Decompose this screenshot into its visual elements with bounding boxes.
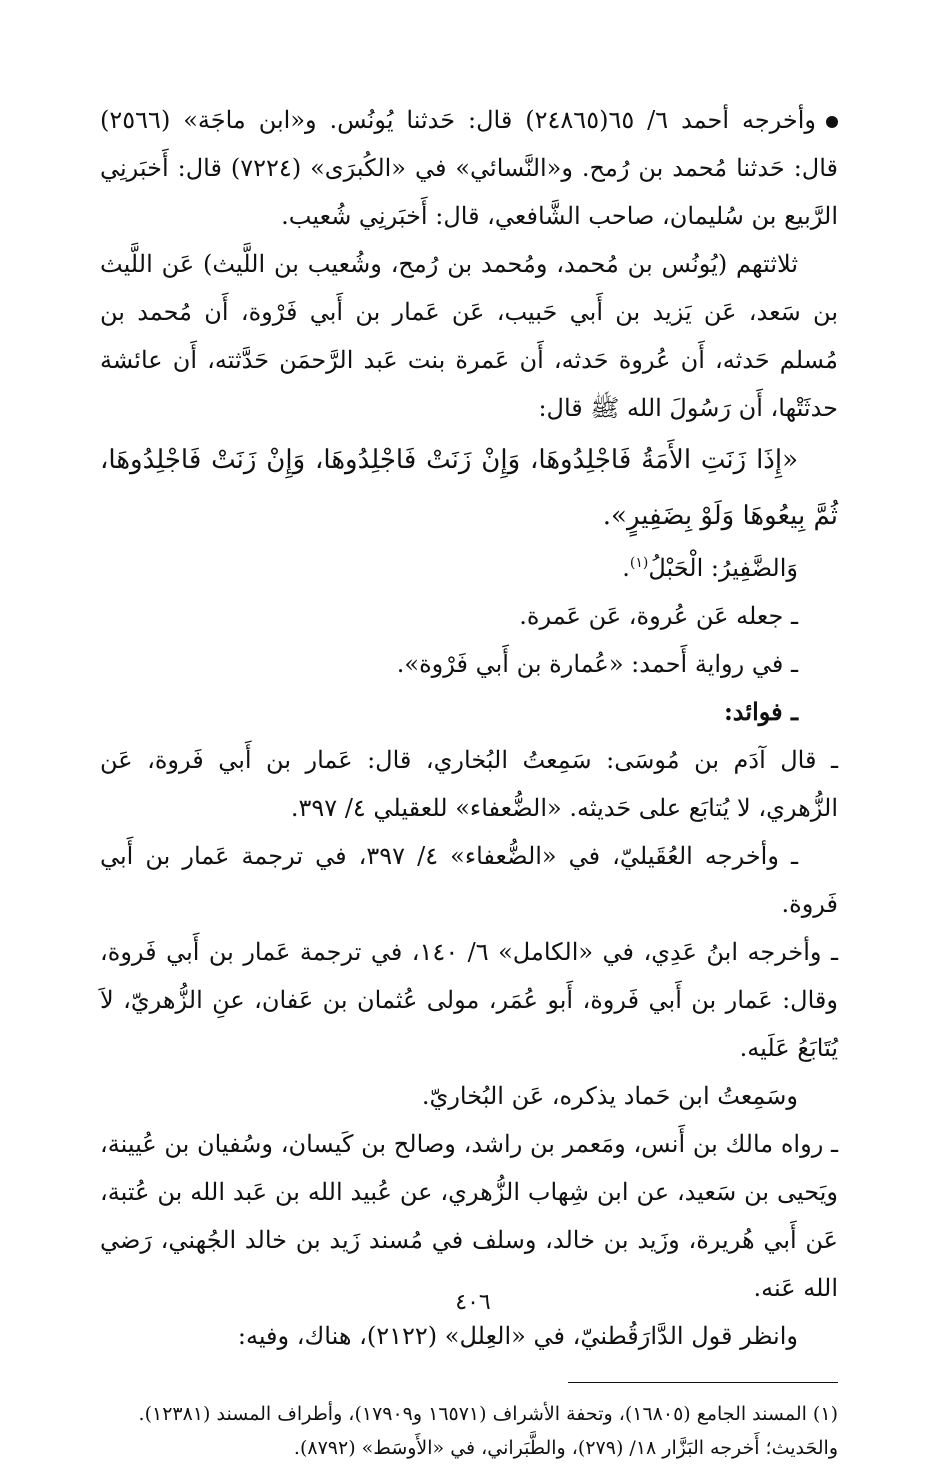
footnotes [100, 1397, 838, 1465]
footnote-line: (١) المسند الجامع (١٦٨٠٥)، وتحفة الأشراف (١٦٥٧١ و١٧٩٠٩)، وأطراف المسند (١٢٣٨١). [138, 1403, 838, 1425]
gloss-end: . [622, 554, 630, 582]
gloss-text: وَالضَّفِيرُ: الْحَبْلُ [648, 554, 798, 582]
fawaid-paragraph: وسَمِعتُ ابن حَماد يذكره، عَن البُخاريّ. [421, 1082, 798, 1110]
fawaid-paragraph: ـ قال آدَم بن مُوسَى: سَمِعتُ البُخاري، قال: عَمار بن أَبي فَروة، عَن الزُّهري، لا يُتابَع على حَديثه. «الضُّعفاء» للعقيلي ٤/ ٣٩٧. [100, 746, 838, 822]
fawaid-paragraph: وانظر قول الدَّارَقُطنيّ، في «العِلل» (٢١٢٢)، هناك، وفيه: [237, 1322, 798, 1350]
paragraph-takhrij [100, 96, 838, 240]
footnote-ref: (١) [629, 555, 649, 571]
fawaid-paragraph: ـ رواه مالك بن أَنس، ومَعمر بن راشد، وصالح بن كَيسان، وسُفيان بن عُيينة، ويَحيى بن سَعيد، عن ابن شِهاب الزُّهري، عن عُبيد الله بن عَبد الله بن عُتبة، عَن أَبي هُريرة، وزَيد بن خالد، وسلف في مُسند زَيد بن خالد الجُهني، رَضي الله عَنه. [100, 1130, 838, 1302]
fawaid-paragraph: ـ وأخرجه العُقَيليّ، في «الضُّعفاء» ٤/ ٣٩٧، في ترجمة عَمار بن أَبي فَروة. [100, 842, 838, 918]
paragraph-takhrij-text: وأخرجه أحمد ٦/ ٦٥(٢٤٨٦٥) قال: حَدثنا يُونُس. و«ابن ماجَة» (٢٥٦٦) قال: حَدثنا مُحمد بن رُمح. و«النَّسائي» في «الكُبرَى» (٧٢٢٤) قال: أَخبَرنِي الرَّبيع بن سُليمان، صاحب الشَّافعي، قال: أَخبَرنِي شُعيب. [100, 106, 839, 230]
note-line: ـ جعله عَن عُروة، عَن عَمرة. [519, 602, 798, 630]
footnote-line: والحَديث؛ أَخرجه البَزَّار ١٨/ (٢٧٩)، والطَّبَراني، في «الأَوسَط» (٨٧٩٢). [293, 1437, 838, 1459]
fawaid-heading: ـ فوائد: [723, 697, 798, 726]
page-number: ٤٠٦ [455, 1290, 491, 1315]
bullet-icon [826, 116, 838, 128]
paragraph-isnad: ثلاثتهم (يُونُس بن مُحمد، ومُحمد بن رُمح، وشُعيب بن اللَّيث) عَن اللَّيث بن سَعد، عَن يَزيد بن أَبي حَبيب، عَن عَمار بن أَبي فَرْوة، أَن مُحمد بن مُسلم حَدثه، أَن عُروة حَدثه، أَن عَمرة بنت عَبد الرَّحمَن حَدَّثته، أَن عائشة حدثَتْها، أَن رَسُولَ الله ﷺ قال: [100, 250, 838, 422]
fawaid-paragraph: ـ وأخرجه ابنُ عَدِي، في «الكامل» ٦/ ١٤٠، في ترجمة عَمار بن أَبي فَروة، وقال: عَمار بن أَبي فَروة، أَبو عُمَر، مولى عُثمان بن عَفان، عنِ الزُّهريّ، لاَ يُتَابَعُ عَلَيه. [100, 938, 838, 1062]
hadith-text: «إِذَا زَنَتِ الأَمَةُ فَاجْلِدُوهَا، وَإِنْ زَنَتْ فَاجْلِدُوهَا، وَإِنْ زَنَتْ فَاجْلِدُوهَا، ثُمَّ بِيعُوهَا وَلَوْ بِضَفِيرٍ». [100, 445, 838, 531]
gloss-line [100, 544, 838, 592]
page [100, 96, 839, 1459]
main-text [100, 96, 838, 1360]
note-line: ـ في رواية أَحمد: «عُمارة بن أَبي فَرْوة». [396, 650, 798, 678]
